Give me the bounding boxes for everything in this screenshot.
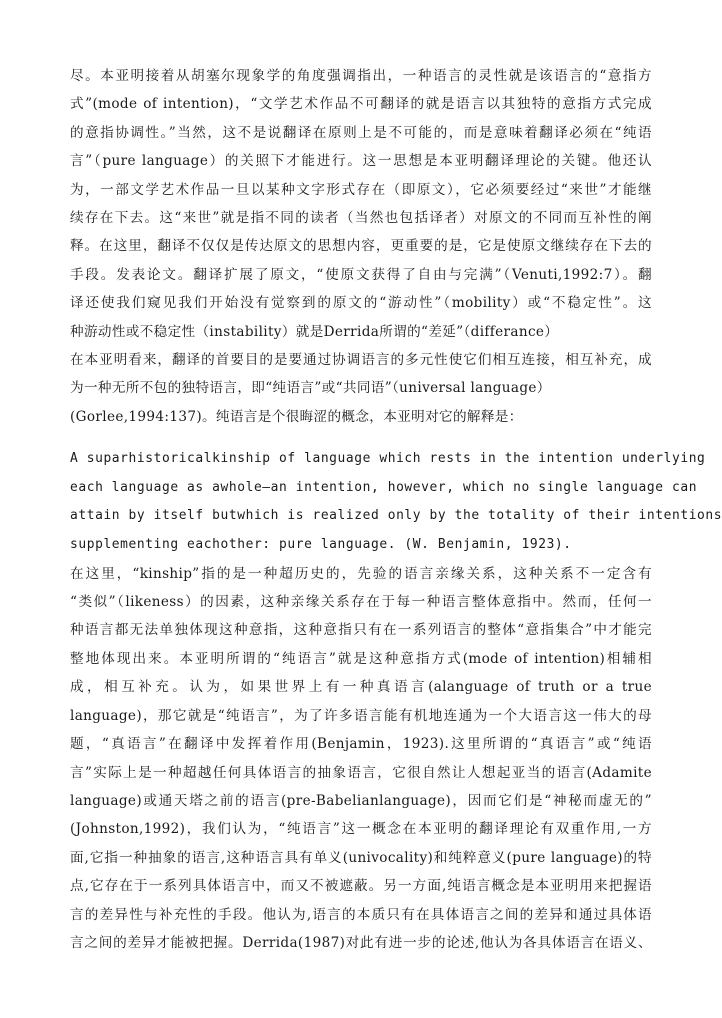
text-line: 言”实际上是一种超越任何具体语言的抽象语言，它很自然让人想起亚当的语言(Adamite — [70, 764, 652, 781]
text-line: 的意指协调性。”当然，这不是说翻译在原则上是不可能的，而是意味着翻译必须在“纯语 — [70, 124, 652, 141]
text-line: “类似”（likeness）的因素，这种亲缘关系存在于每一种语言整体意指中。然而，任何一 — [70, 594, 652, 611]
text-line: 式”(mode of intention)，“文学艺术作品不可翻译的就是语言以其独特的意指方式完成 — [70, 96, 652, 113]
text-line: 在本亚明看来，翻译的首要目的是要通过协调语言的多元性使它们相互连接，相互补充，成 — [70, 352, 652, 369]
text-line: language)或通天塔之前的语言(pre-Babelianlanguage)，因而它们是“神秘而虚无的” — [70, 792, 652, 809]
document-page — [70, 62, 722, 957]
english-quotation — [70, 445, 722, 559]
quote-line: supplementing eachother: pure language. (W. Benjamin, 1923). — [70, 537, 572, 553]
text-line: 点,它存在于一系列具体语言中，而又不被遮蔽。另一方面,纯语言概念是本亚明用来把握语 — [70, 878, 652, 895]
text-line: (Johnston,1992)，我们认为，“纯语言”这一概念在本亚明的翻译理论有双重作用,一方 — [70, 821, 652, 838]
paragraph-1 — [70, 62, 652, 431]
text-line: 成，相互补充。认为，如果世界上有一种真语言(alanguage of truth or a true — [70, 679, 652, 696]
text-line: 译还使我们窥见我们开始没有觉察到的原文的“游动性”（mobility）或“不稳定性”。这 — [70, 295, 652, 312]
text-line: 题，“真语言”在翻译中发挥着作用(Benjamin，1923).这里所谓的“真语言”或“纯语 — [70, 736, 652, 753]
text-line: language)，那它就是“纯语言”，为了许多语言能有机地连通为一个大语言这一伟大的母 — [70, 707, 652, 724]
text-line: 种游动性或不稳定性（instability）就是Derrida所谓的“差延”（differance） — [70, 323, 559, 340]
text-line: 整地体现出来。本亚明所谓的“纯语言”就是这种意指方式(mode of intention)相辅相 — [70, 650, 652, 667]
text-line: 为一种无所不包的独特语言，即“纯语言”或“共同语”（universal language） — [70, 380, 551, 397]
text-line: 为，一部文学艺术作品一旦以某种文字形式存在（即原文），它必须要经过“来世”才能继 — [70, 181, 652, 198]
text-line: 续存在下去。这“来世”就是指不同的读者（当然也包括译者）对原文的不同而互补性的阐 — [70, 210, 652, 227]
text-line: 释。在这里，翻译不仅仅是传达原文的思想内容，更重要的是，它是使原文继续存在下去的 — [70, 238, 652, 255]
text-line: 面,它指一种抽象的语言,这种语言具有单义(univocality)和纯粹意义(pure language)的特 — [70, 849, 652, 866]
quote-line: attain by itself butwhich is realized only by the totality of their intentions — [70, 508, 722, 524]
text-line: 手段。发表论文。翻译扩展了原文，“使原文获得了自由与完满”（Venuti,1992:7）。翻 — [70, 266, 652, 283]
text-line: 言之间的差异才能被把握。Derrida(1987)对此有进一步的论述,他认为各具体语言在语义、 — [70, 934, 652, 951]
text-line: 在这里，“kinship”指的是一种超历史的，先验的语言亲缘关系，这种关系不一定含有 — [70, 565, 652, 582]
text-line: 言”（pure language）的关照下才能进行。这一思想是本亚明翻译理论的关键。他还认 — [70, 153, 652, 170]
text-line: 言的差异性与补充性的手段。他认为,语言的本质只有在具体语言之间的差异和通过具体语 — [70, 906, 652, 923]
text-line: 尽。本亚明接着从胡塞尔现象学的角度强调指出，一种语言的灵性就是该语言的“意指方 — [70, 68, 652, 84]
quote-line: each language as awhole—an intention, however, which no single language can — [70, 479, 698, 495]
text-line: 种语言都无法单独体现这种意指，这种意指只有在一系列语言的整体“意指集合”中才能完 — [70, 622, 652, 639]
quote-line: A suparhistoricalkinship of language which rests in the intention underlying — [70, 451, 706, 467]
paragraph-2 — [70, 560, 652, 958]
text-line: (Gorlee,1994:137)。纯语言是个很晦涩的概念，本亚明对它的解释是： — [70, 408, 523, 425]
